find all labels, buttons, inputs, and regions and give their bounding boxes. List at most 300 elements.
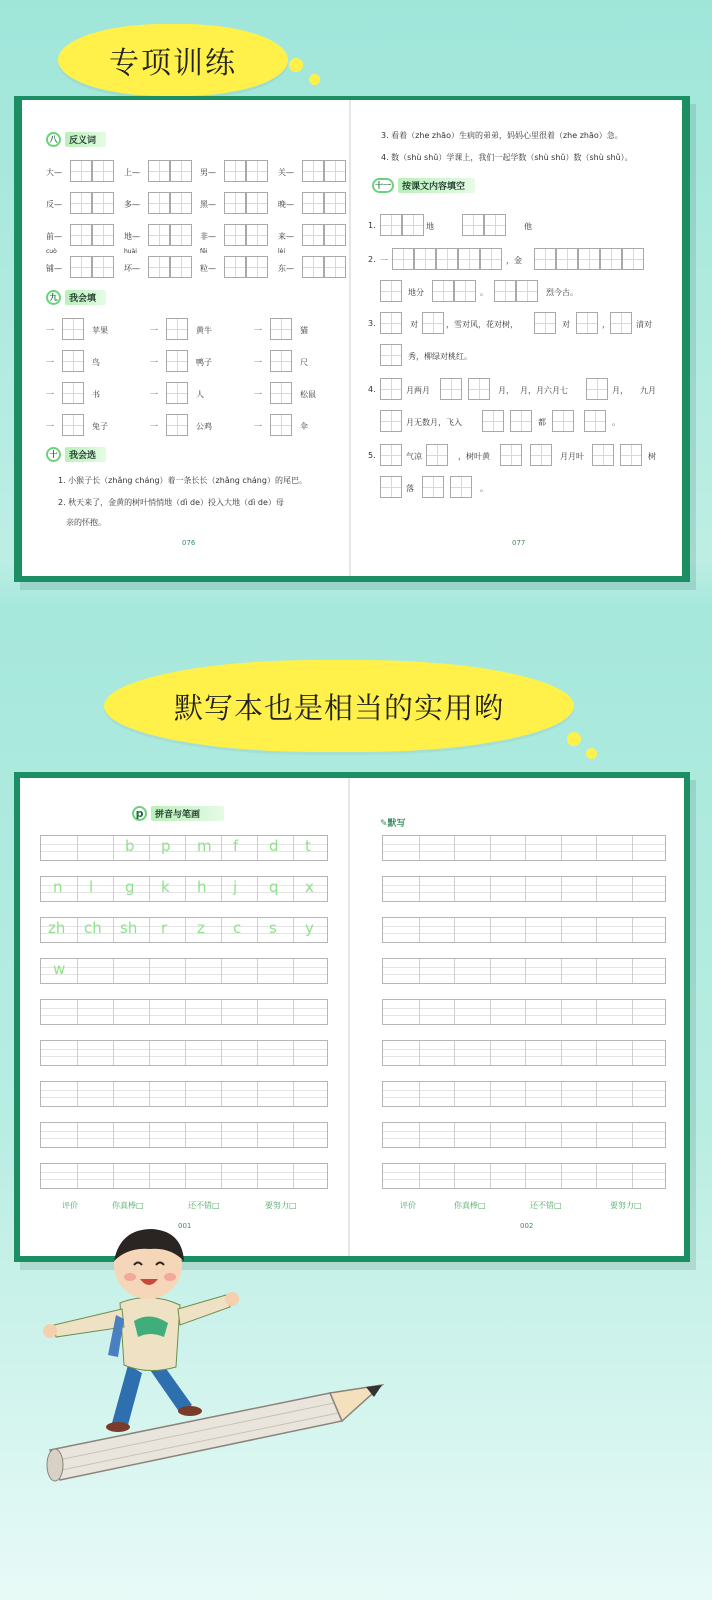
writing-grid-box[interactable] [170,192,192,214]
writing-grid-box[interactable] [468,378,490,400]
page-number: 077 [512,539,526,547]
writing-grid-box[interactable] [552,410,574,432]
pinyin-cell-divider [185,836,186,860]
pinyin-writing-row[interactable] [382,958,666,984]
pinyin-cell-divider [419,1164,420,1188]
fill-text: 。 [480,484,488,493]
banner-title-1-text: 专项训练 [109,46,237,81]
pinyin-cell-divider [632,1164,633,1188]
fill-text: 一 [380,256,388,265]
antonym-label: 地— [124,232,140,241]
writing-grid-box[interactable] [440,378,462,400]
pinyin-cell-divider [596,1041,597,1065]
pencil-icon [47,1385,382,1481]
pinyin-cell-divider [596,918,597,942]
antonym-label: 来— [278,232,294,241]
bubble-dot [586,748,597,759]
pinyin-cell-divider [632,1123,633,1147]
pinyin-cell-divider [525,1123,526,1147]
writing-grid-box[interactable] [402,214,424,236]
fill-text: 月两月 [406,386,430,395]
pinyin-cell-divider [185,1123,186,1147]
writing-grid-box[interactable] [302,160,324,182]
pinyin-letter: k [161,878,170,896]
writing-grid-box[interactable] [484,214,506,236]
writing-grid-box[interactable] [584,410,606,432]
page-number: 001 [178,1222,192,1230]
pinyin-cell-divider [419,1041,420,1065]
writing-grid-box[interactable] [166,318,188,340]
pinyin-cell-divider [149,1041,150,1065]
writing-grid-box[interactable] [556,248,578,270]
writing-grid-box[interactable] [246,192,268,214]
writing-grid-box[interactable] [170,256,192,278]
fill-text: 落 [406,484,414,493]
pinyin-letter: s [269,919,277,937]
fill-text: 月无数月，飞入 [406,418,462,427]
writing-grid-box[interactable] [324,224,346,246]
pinyin-writing-row[interactable] [40,1163,328,1189]
section-title: 我会选 [65,447,106,462]
writing-grid-box[interactable] [380,312,402,334]
section-title: 我会填 [65,290,106,305]
pinyin-letter: l [89,878,94,896]
writing-grid-box[interactable] [166,382,188,404]
pinyin-cell-divider [632,1041,633,1065]
pinyin-cell-divider [632,836,633,860]
pinyin-writing-row[interactable] [382,835,666,861]
fill-text: ，树叶黄 [458,452,490,461]
writing-grid-box[interactable] [224,160,246,182]
antonym-label: 粒— [200,264,216,273]
pinyin-cell-divider [419,1082,420,1106]
pinyin-annotation: lèi [278,248,286,255]
writing-grid-box[interactable] [302,256,324,278]
section-8-header [46,132,106,147]
fill-text: 树 [648,452,656,461]
writing-grid-box[interactable] [458,248,480,270]
pinyin-cell-divider [561,918,562,942]
pinyin-letter: t [305,837,311,855]
writing-grid-box[interactable] [170,224,192,246]
pinyin-writing-row[interactable] [382,1163,666,1189]
fill-text: 月月叶 [560,452,584,461]
writing-grid-box[interactable] [148,160,170,182]
writing-grid-box[interactable] [450,476,472,498]
writing-grid-box[interactable] [70,160,92,182]
writing-grid-box[interactable] [432,280,454,302]
pinyin-cell-divider [221,959,222,983]
pinyin-cell-divider [149,959,150,983]
measure-prefix: 一 [254,358,262,367]
fill-text: ，雪对风，花对树， [446,320,518,329]
pinyin-cell-divider [293,836,294,860]
writing-grid-box[interactable] [422,476,444,498]
pinyin-letter: d [269,837,279,855]
eval-ok[interactable]: 还不错□ [188,1201,220,1210]
section-11-header [372,178,475,193]
pinyin-cell-divider [596,1123,597,1147]
writing-grid-box[interactable] [600,248,622,270]
pinyin-cell-divider [77,1041,78,1065]
pinyin-cell-divider [490,1000,491,1024]
writing-grid-box[interactable] [380,214,402,236]
pinyin-cell-divider [525,877,526,901]
pinyin-writing-row[interactable] [382,917,666,943]
pinyin-letter: q [269,878,279,896]
pinyin-cell-divider [113,1164,114,1188]
pinyin-letter: w [53,960,66,978]
writing-grid-box[interactable] [92,192,114,214]
page-number: 002 [520,1222,534,1230]
pinyin-cell-divider [221,836,222,860]
fill-text: 气凉 [406,452,422,461]
measure-noun: 鸟 [92,358,100,367]
pinyin-cell-divider [113,1082,114,1106]
question-number: 3. [368,319,376,328]
fill-text: ，金 [506,256,522,265]
writing-grid-box[interactable] [516,280,538,302]
pinyin-cell-divider [490,836,491,860]
measure-prefix: 一 [150,358,158,367]
measure-noun: 鸭子 [196,358,212,367]
writing-grid-box[interactable] [224,256,246,278]
pinyin-writing-row[interactable] [40,876,328,902]
writing-grid-box[interactable] [380,410,402,432]
writing-grid-box[interactable] [576,312,598,334]
writing-grid-box[interactable] [270,414,292,436]
writing-grid-box[interactable] [380,444,402,466]
eval-label: 评价 [62,1201,78,1210]
writing-grid-box[interactable] [70,256,92,278]
writing-grid-box[interactable] [480,248,502,270]
choice-line: 1. 小猴子长（zhǎng cháng）着一条长长（zhǎng cháng）的尾巴。 [58,476,307,485]
pinyin-cell-divider [77,836,78,860]
question-number: 1. [368,221,376,230]
pinyin-writing-row[interactable] [40,1122,328,1148]
pinyin-writing-row[interactable] [382,1040,666,1066]
pinyin-letter: m [197,837,212,855]
pinyin-cell-divider [596,959,597,983]
measure-prefix: 一 [150,326,158,335]
fill-text: 对 [562,320,570,329]
writing-grid-box[interactable] [224,192,246,214]
writing-grid-box[interactable] [270,350,292,372]
writing-grid-box[interactable] [586,378,608,400]
pinyin-cell-divider [113,918,114,942]
pinyin-annotation: huài [124,248,137,255]
pinyin-cell-divider [561,1082,562,1106]
pinyin-cell-divider [149,1000,150,1024]
antonym-label: 坏— [124,264,140,273]
pinyin-cell-divider [490,1041,491,1065]
pinyin-cell-divider [221,1041,222,1065]
eval-try[interactable]: 要努力□ [265,1201,297,1210]
pinyin-letter: b [125,837,135,855]
fill-text: 地分 [408,288,424,297]
measure-prefix: 一 [46,390,54,399]
pinyin-cell-divider [561,1000,562,1024]
pinyin-cell-divider [419,1123,420,1147]
pinyin-writing-row[interactable] [382,999,666,1025]
pinyin-writing-row[interactable] [40,1081,328,1107]
pinyin-letter: h [197,878,207,896]
choice-line: 2. 秋天来了，金黄的树叶悄悄地（dì de）投入大地（dì de）母 [58,498,284,507]
writing-grid-box[interactable] [246,256,268,278]
writing-grid-box[interactable] [500,444,522,466]
choice-line: 4. 数（shù shǔ）学课上，我们一起学数（shù shǔ）数（shù shǔ）。 [381,153,633,162]
pinyin-cell-divider [257,1082,258,1106]
writing-grid-box[interactable] [454,280,476,302]
antonym-label: 东— [278,264,294,273]
pinyin-cell-divider [77,1123,78,1147]
pinyin-letter: sh [120,919,138,937]
pinyin-cell-divider [257,1041,258,1065]
writing-grid-box[interactable] [92,256,114,278]
pinyin-cell-divider [149,1164,150,1188]
writing-grid-box[interactable] [380,280,402,302]
antonym-label: 关— [278,168,294,177]
pinyin-cell-divider [293,1041,294,1065]
writing-grid-box[interactable] [530,444,552,466]
pinyin-cell-divider [454,1082,455,1106]
writing-grid-box[interactable] [578,248,600,270]
pinyin-cell-divider [293,877,294,901]
pinyin-letter: ch [84,919,102,937]
banner-title-2-text: 默写本也是相当的实用哟 [173,690,504,725]
measure-noun: 尺 [300,358,308,367]
workbook-right-page [351,100,682,576]
antonym-label: 反— [46,200,62,209]
fill-text: 地 [426,222,434,231]
pinyin-letter: z [197,919,205,937]
eval-label: 评价 [400,1201,416,1210]
writing-grid-box[interactable] [622,248,644,270]
section-title: 按课文内容填空 [398,178,475,193]
eval-try[interactable]: 要努力□ [610,1201,642,1210]
pinyin-cell-divider [185,1000,186,1024]
measure-prefix: 一 [254,422,262,431]
pinyin-cell-divider [257,1000,258,1024]
pinyin-cell-divider [454,1000,455,1024]
pinyin-cell-divider [525,1041,526,1065]
pinyin-cell-divider [454,959,455,983]
measure-noun: 松鼠 [300,390,316,399]
eval-ok[interactable]: 还不错□ [530,1201,562,1210]
pinyin-letter: j [233,878,238,896]
antonym-label: 多— [124,200,140,209]
pinyin-annotation: fēi [200,248,208,255]
writing-grid-box[interactable] [148,224,170,246]
pinyin-cell-divider [490,1164,491,1188]
writing-grid-box[interactable] [246,224,268,246]
pinyin-writing-row[interactable] [40,958,328,984]
pencil-icon: ✎ [380,819,388,829]
writing-grid-box[interactable] [462,214,484,236]
eval-good[interactable]: 你真棒□ [112,1201,144,1210]
pinyin-cell-divider [454,1123,455,1147]
writing-grid-box[interactable] [302,224,324,246]
antonym-label: 大— [46,168,62,177]
pinyin-cell-divider [221,1082,222,1106]
writing-grid-box[interactable] [246,160,268,182]
writing-grid-box[interactable] [426,444,448,466]
writing-grid-box[interactable] [170,160,192,182]
pinyin-cell-divider [419,918,420,942]
section-9-header [46,290,106,305]
writing-grid-box[interactable] [62,382,84,404]
boy-on-pencil-illustration [30,1225,410,1495]
pinyin-cell-divider [257,836,258,860]
writing-grid-box[interactable] [62,414,84,436]
pinyin-cell-divider [525,1000,526,1024]
writing-grid-box[interactable] [380,378,402,400]
pinyin-cell-divider [149,1123,150,1147]
pinyin-cell-divider [113,959,114,983]
measure-prefix: 一 [46,326,54,335]
pinyin-cell-divider [113,1041,114,1065]
bubble-dot [309,74,320,85]
pinyin-writing-row[interactable] [382,1122,666,1148]
writing-grid-box[interactable] [482,410,504,432]
writing-grid-box[interactable] [166,414,188,436]
writing-grid-box[interactable] [62,350,84,372]
writing-grid-box[interactable] [534,312,556,334]
pinyin-writing-row[interactable] [382,1081,666,1107]
writing-grid-box[interactable] [92,160,114,182]
writing-grid-box[interactable] [70,224,92,246]
pinyin-cell-divider [185,877,186,901]
writing-grid-box[interactable] [380,476,402,498]
writing-grid-box[interactable] [380,344,402,366]
writing-grid-box[interactable] [324,192,346,214]
section-number: 八 [46,132,61,147]
writing-grid-box[interactable] [302,192,324,214]
pinyin-cell-divider [419,1000,420,1024]
pinyin-cell-divider [221,918,222,942]
fill-text: 月， [498,386,514,395]
pinyin-cell-divider [454,836,455,860]
pinyin-cell-divider [293,918,294,942]
pinyin-cell-divider [525,1082,526,1106]
writing-grid-box[interactable] [620,444,642,466]
fill-text: 月， [612,386,628,395]
eval-good[interactable]: 你真棒□ [454,1201,486,1210]
writing-grid-box[interactable] [494,280,516,302]
pinyin-letter: x [305,878,314,896]
writing-grid-box[interactable] [62,318,84,340]
writing-grid-box[interactable] [534,248,556,270]
pinyin-cell-divider [77,959,78,983]
pinyin-writing-row[interactable] [40,1040,328,1066]
writing-grid-box[interactable] [148,192,170,214]
writing-grid-box[interactable] [270,318,292,340]
pinyin-cell-divider [596,1000,597,1024]
pinyin-cell-divider [221,1123,222,1147]
writing-grid-box[interactable] [422,312,444,334]
fill-text: 秀，柳绿对桃红。 [408,352,472,361]
pinyin-cell-divider [525,959,526,983]
antonym-label: 非— [200,232,216,241]
writing-grid-box[interactable] [610,312,632,334]
pinyin-letter: zh [48,919,66,937]
pinyin-cell-divider [561,877,562,901]
pinyin-cell-divider [185,1041,186,1065]
writing-grid-box[interactable] [224,224,246,246]
pinyin-cell-divider [561,1041,562,1065]
pinyin-writing-row[interactable] [40,835,328,861]
writing-grid-box[interactable] [166,350,188,372]
measure-noun: 书 [92,390,100,399]
writing-grid-box[interactable] [510,410,532,432]
writing-grid-box[interactable] [324,256,346,278]
writing-grid-box[interactable] [148,256,170,278]
page-number: 076 [182,539,196,547]
fill-text: ， [602,320,610,329]
pinyin-cell-divider [257,877,258,901]
pinyin-cell-divider [454,1041,455,1065]
fill-text: 对 [410,320,418,329]
writing-grid-box[interactable] [70,192,92,214]
book-spine [348,778,350,1256]
measure-noun: 猫 [300,326,308,335]
pinyin-writing-row[interactable] [40,999,328,1025]
pinyin-cell-divider [596,836,597,860]
pinyin-cell-divider [454,918,455,942]
section-number: 十 [46,447,61,462]
measure-noun: 兔子 [92,422,108,431]
dictation-title: ✎默写 [380,819,406,829]
antonym-label: 晚— [278,200,294,209]
pinyin-cell-divider [293,1123,294,1147]
measure-prefix: 一 [150,390,158,399]
pinyin-writing-row[interactable] [382,876,666,902]
fill-text: 。 [612,418,620,427]
pinyin-cell-divider [113,1000,114,1024]
writing-grid-box[interactable] [592,444,614,466]
writing-grid-box[interactable] [270,382,292,404]
writing-grid-box[interactable] [414,248,436,270]
measure-noun: 人 [196,390,204,399]
measure-prefix: 一 [254,390,262,399]
pinyin-cell-divider [257,918,258,942]
pinyin-section-header [132,806,224,821]
antonym-label: 铺— [46,264,62,273]
measure-prefix: 一 [46,358,54,367]
pinyin-cell-divider [632,1000,633,1024]
pinyin-annotation: cuò [46,248,57,255]
bubble-dot [567,732,581,746]
pinyin-cell-divider [257,959,258,983]
fill-text: 九月 [640,386,656,395]
pinyin-cell-divider [77,1164,78,1188]
pinyin-cell-divider [221,1164,222,1188]
writing-grid-box[interactable] [392,248,414,270]
question-number: 4. [368,385,376,394]
banner-title-2 [104,660,574,752]
measure-prefix: 一 [150,422,158,431]
book-spine [349,100,351,576]
pinyin-cell-divider [561,1123,562,1147]
pinyin-letter: c [233,919,242,937]
section-10-header [46,447,106,462]
fill-text: 他 [524,222,532,231]
writing-grid-box[interactable] [436,248,458,270]
pinyin-letter: f [233,837,239,855]
writing-grid-box[interactable] [324,160,346,182]
pinyin-letter: p [161,837,171,855]
writing-grid-box[interactable] [92,224,114,246]
